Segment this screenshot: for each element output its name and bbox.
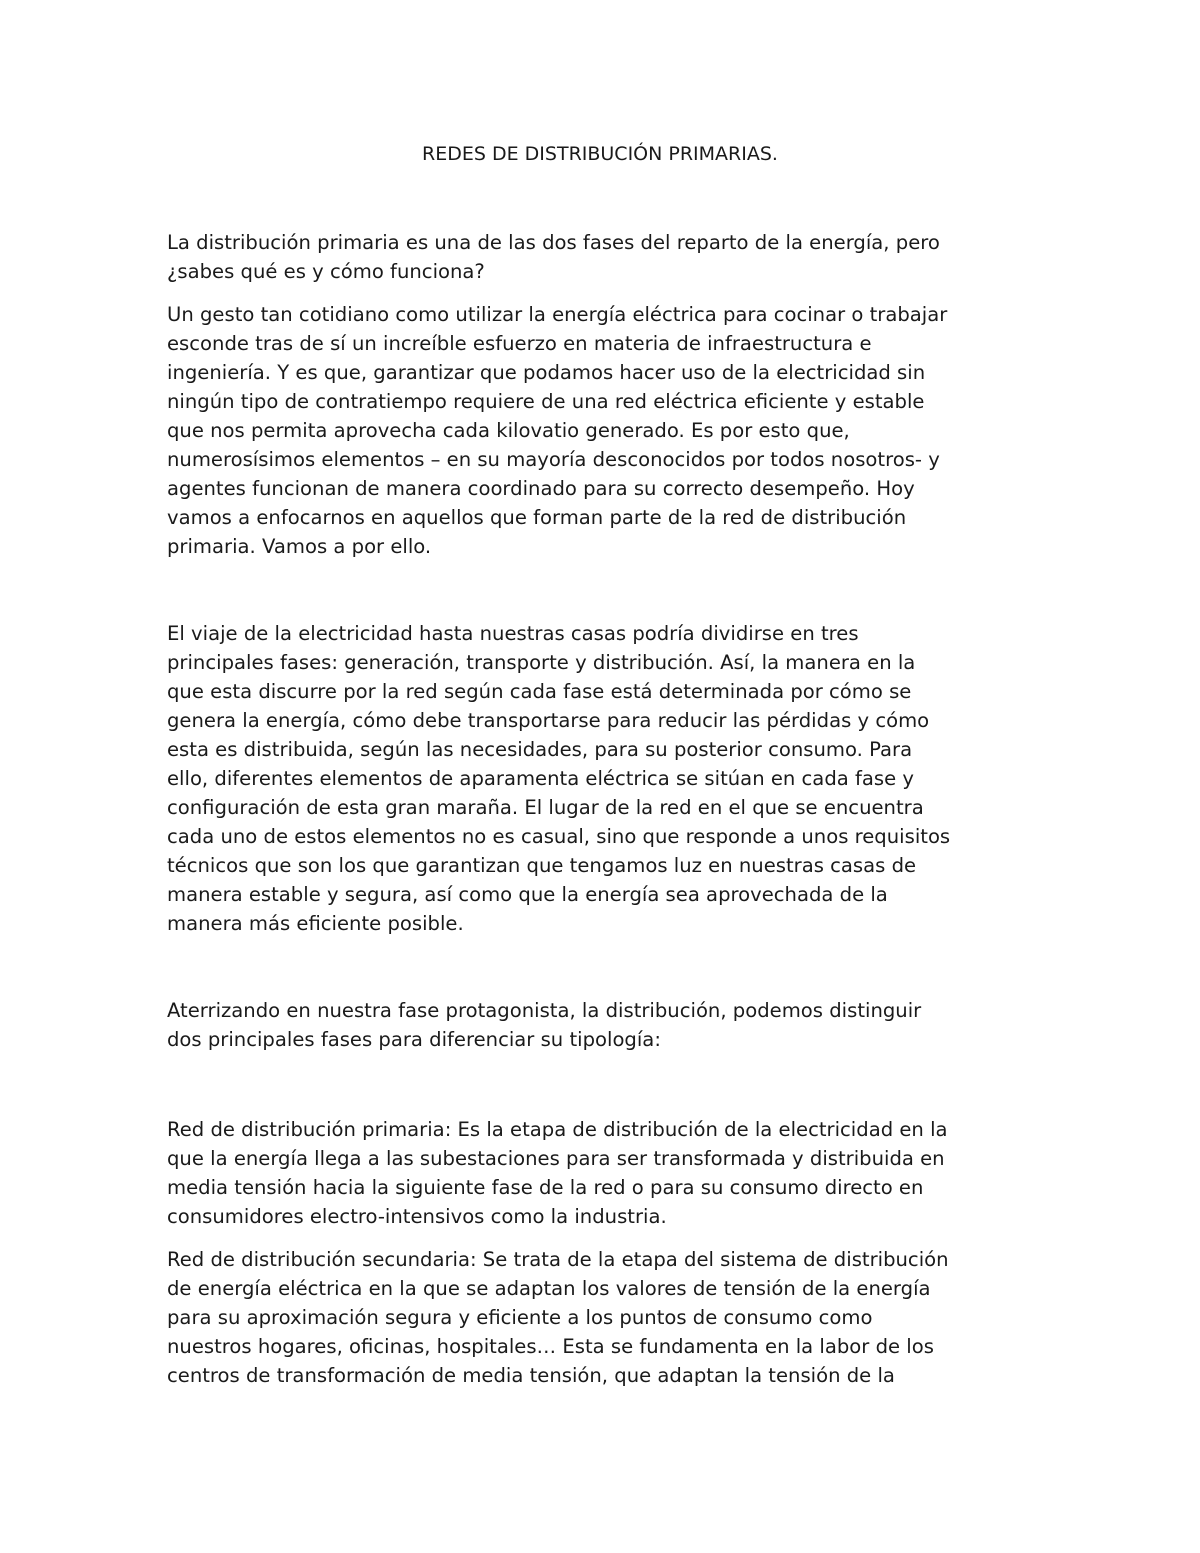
text-line: genera la energía, cómo debe transportarse para reducir las pérdidas y cómo — [167, 709, 930, 732]
paragraph-intro — [167, 228, 1047, 286]
paragraph-journey — [167, 619, 1047, 938]
text-line: que la energía llega a las subestaciones para ser transformada y distribuida en — [167, 1147, 945, 1170]
text-line: Red de distribución primaria: Es la etapa de distribución de la electricidad en la — [167, 1118, 948, 1141]
text-line: consumidores electro-intensivos como la industria. — [167, 1205, 667, 1228]
paragraph-primary-network — [167, 1115, 1047, 1231]
text-line: agentes funcionan de manera coordinado para su correcto desempeño. Hoy — [167, 477, 915, 500]
text-line: técnicos que son los que garantizan que tengamos luz en nuestras casas de — [167, 854, 917, 877]
text-line: Aterrizando en nuestra fase protagonista, la distribución, podemos distinguir — [167, 999, 922, 1022]
text-line: ingeniería. Y es que, garantizar que podamos hacer uso de la electricidad sin — [167, 361, 926, 384]
text-line: esta es distribuida, según las necesidades, para su posterior consumo. Para — [167, 738, 913, 761]
text-line: dos principales fases para diferenciar su tipología: — [167, 1028, 661, 1051]
text-line: El viaje de la electricidad hasta nuestras casas podría dividirse en tres — [167, 622, 859, 645]
text-line: La distribución primaria es una de las dos fases del reparto de la energía, pero — [167, 231, 940, 254]
text-line: manera más eficiente posible. — [167, 912, 464, 935]
text-line: nuestros hogares, oficinas, hospitales… Esta se fundamenta en la labor de los — [167, 1335, 934, 1358]
text-line: principales fases: generación, transporte y distribución. Así, la manera en la — [167, 651, 916, 674]
document-title: REDES DE DISTRIBUCIÓN PRIMARIAS. — [422, 143, 778, 165]
paragraph-context — [167, 300, 1047, 561]
text-line: esconde tras de sí un increíble esfuerzo en materia de infraestructura e — [167, 332, 872, 355]
text-line: centros de transformación de media tensión, que adaptan la tensión de la — [167, 1364, 895, 1387]
text-line: que nos permita aprovecha cada kilovatio generado. Es por esto que, — [167, 419, 850, 442]
text-line: ello, diferentes elementos de aparamenta eléctrica se sitúan en cada fase y — [167, 767, 914, 790]
text-line: cada uno de estos elementos no es casual, sino que responde a unos requisitos — [167, 825, 951, 848]
text-line: Red de distribución secundaria: Se trata de la etapa del sistema de distribución — [167, 1248, 949, 1271]
text-line: ningún tipo de contratiempo requiere de una red eléctrica eficiente y estable — [167, 390, 925, 413]
text-line: numerosísimos elementos – en su mayoría desconocidos por todos nosotros- y — [167, 448, 940, 471]
text-line: que esta discurre por la red según cada fase está determinada por cómo se — [167, 680, 912, 703]
text-line: manera estable y segura, así como que la energía sea aprovechada de la — [167, 883, 888, 906]
text-line: media tensión hacia la siguiente fase de la red o para su consumo directo en — [167, 1176, 924, 1199]
text-line: Un gesto tan cotidiano como utilizar la energía eléctrica para cocinar o trabajar — [167, 303, 948, 326]
text-line: ¿sabes qué es y cómo funciona? — [167, 260, 485, 283]
text-line: para su aproximación segura y eficiente a los puntos de consumo como — [167, 1306, 873, 1329]
text-line: vamos a enfocarnos en aquellos que forman parte de la red de distribución — [167, 506, 907, 529]
text-line: primaria. Vamos a por ello. — [167, 535, 432, 558]
text-line: de energía eléctrica en la que se adaptan los valores de tensión de la energía — [167, 1277, 931, 1300]
paragraph-distribution — [167, 996, 1047, 1054]
paragraph-secondary-network — [167, 1245, 1047, 1390]
text-line: configuración de esta gran maraña. El lugar de la red en el que se encuentra — [167, 796, 924, 819]
